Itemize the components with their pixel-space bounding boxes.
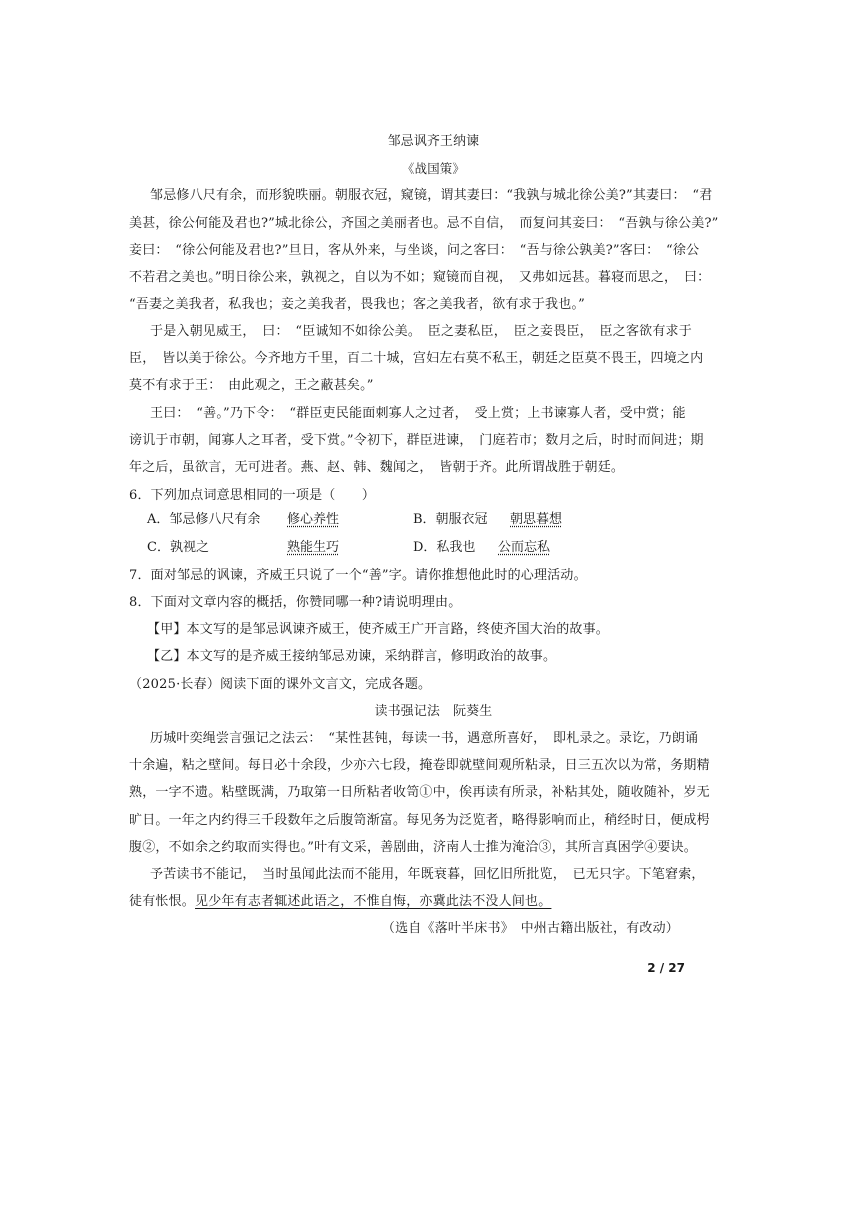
passage-line-2: 美甚，徐公何能及君也?”城北徐公，齐国之美丽者也。忌不自信， 而复问其妾曰： “吾孰与徐公美?”: [129, 216, 719, 231]
passage-line-5: “吾妻之美我者，私我也；妾之美我者，畏我也；客之美我者，欲有求于我也。”: [129, 297, 585, 312]
passage-line-1: 邹忌修八尺有余，而形貌昳丽。朝服衣冠，窥镜，谓其妻曰：“我孰与城北徐公美?”其妻曰： “君: [150, 188, 713, 203]
passage-line-11: 年之后，虽欲言，无可进者。燕、赵、韩、魏闻之， 皆朝于齐。此所谓战胜于朝廷。: [129, 460, 625, 475]
option-a-label: A．邹忌修八尺有余: [147, 512, 261, 527]
passage-line-10: 谤讥于市朝，闻寡人之耳者，受下赏。”令初下，群臣进谏， 门庭若市；数月之后，时时而间进；期: [129, 433, 704, 448]
option-d-pair: 公而忘私: [498, 540, 551, 555]
option-a-pair: 修心养性: [287, 512, 340, 527]
section-line-4: 旷日。一年之内约得三千段数年之后腹笥渐富。每见务为泛览者，略得影响而止，稍经时日，便成枵: [129, 813, 710, 828]
question-6: 6．下列加点词意思相同的一项是（ ）: [129, 488, 376, 503]
section-title: 读书强记法 阮葵生: [374, 704, 493, 719]
page-number: 2 / 27: [647, 961, 685, 975]
question-8-option-yi: 【乙】本文写的是齐威王接纳邹忌劝谏，采纳群言，修明政治的故事。: [147, 649, 557, 664]
option-c-label: C．孰视之: [147, 540, 209, 555]
option-b-label: B．朝服衣冠: [413, 512, 488, 527]
passage-line-9: 王曰： “善。”乃下令： “群臣吏民能面刺寡人之过者， 受上赏；上书谏寡人者，受中赏；能: [150, 406, 686, 421]
section-line-6: 予苦读书不能记， 当时虽闻此法而不能用，年既衰暮，回忆旧所批览， 已无只字。下笔窘索，: [150, 867, 705, 882]
section-instruction: （2025·长春）阅读下面的课外文言文，完成各题。: [129, 677, 432, 692]
question-8-option-jia: 【甲】本文写的是邹忌讽谏齐威王，使齐威王广开言路，终使齐国大治的故事。: [147, 622, 610, 637]
passage-line-3: 妾曰： “徐公何能及君也?”旦日，客从外来，与坐谈，问之客曰： “吾与徐公孰美?”客曰： “徐公: [129, 243, 700, 258]
underlined-sentence: 见少年有志者辄述此语之，不惟自悔，亦冀此法不没人间也。: [195, 894, 552, 909]
option-b-pair: 朝思暮想: [510, 512, 563, 527]
passage-line-8: 莫不有求于王： 由此观之，王之蔽甚矣。”: [129, 378, 374, 393]
passage-title: 邹忌讽齐王纳谏: [387, 134, 480, 149]
section-source: （选自《落叶半床书》 中州古籍出版社，有改动）: [381, 921, 679, 936]
passage-line-7: 臣， 皆以美于徐公。今齐地方千里，百二十城，宫妇左右莫不私王，朝廷之臣莫不畏王，四境之内: [129, 351, 704, 366]
option-c-pair: 熟能生巧: [287, 540, 340, 555]
section-line-3: 熟，一字不遗。粘壁既满，乃取第一日所粘者收笥①中，俟再读有所录，补粘其处，随收随补，岁无: [129, 785, 710, 800]
section-line-5: 腹②，不如余之约取而实得也。”叶有文采，善剧曲，济南人士推为淹洽③，其所言真困学④要诀。: [129, 840, 697, 855]
section-line-7-text: 徒有怅恨。: [129, 894, 196, 909]
passage-line-6: 于是入朝见威王， 曰： “臣诚知不如徐公美。 臣之妻私臣， 臣之妾畏臣， 臣之客欲有求于: [150, 324, 692, 339]
question-8: 8．下面对文章内容的概括，你赞同哪一种?请说明理由。: [129, 595, 462, 610]
option-d-label: D．私我也: [413, 540, 476, 555]
question-7: 7．面对邹忌的讽谏，齐威王只说了一个“善”字。请你推想他此时的心理活动。: [129, 568, 587, 583]
section-line-1: 历城叶奕绳尝言强记之法云： “某性甚钝，每读一书，遇意所喜好， 即札录之。录讫，乃朗诵: [150, 731, 699, 746]
section-line-7: [129, 893, 551, 911]
passage-source: 《战国策》: [402, 161, 465, 176]
section-line-2: 十余遍，粘之壁间。每日必十余段，少亦六七段，掩卷即就壁间观所粘录，日三五次以为常，务期精: [129, 758, 710, 773]
passage-line-4: 不若君之美也。”明日徐公来，孰视之，自以为不如；窥镜而自视， 又弗如远甚。暮寝而思之， 曰：: [129, 270, 711, 285]
